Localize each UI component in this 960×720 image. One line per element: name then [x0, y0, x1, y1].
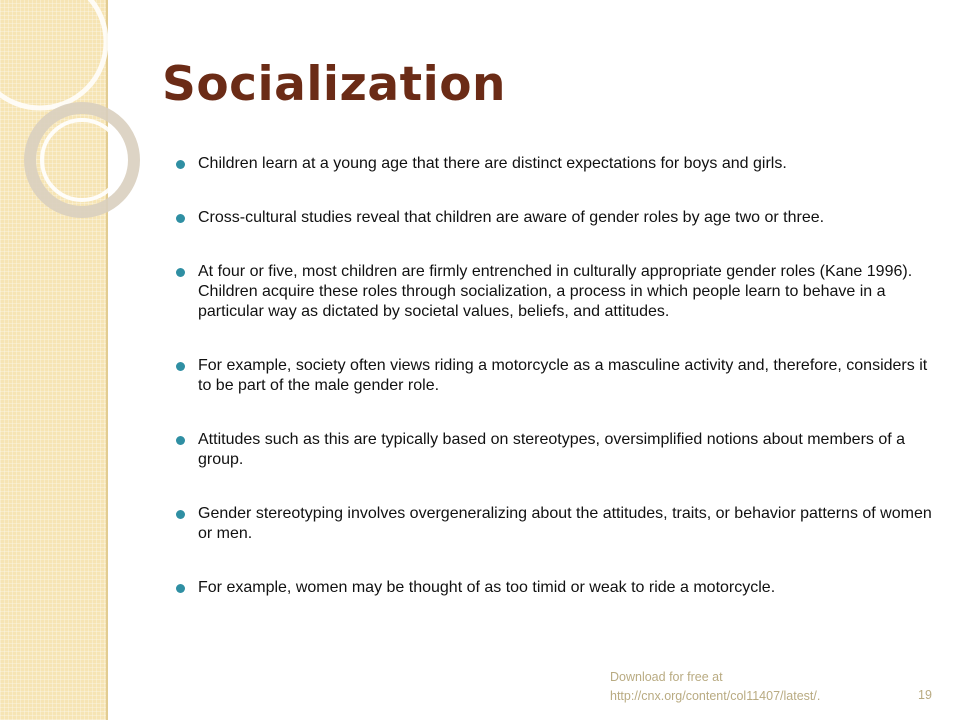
- bullet-item: [176, 504, 942, 544]
- bullet-item: [176, 154, 942, 174]
- bullet-item: [176, 262, 942, 322]
- bullet-item: [176, 208, 942, 228]
- bullet-dot-icon: [176, 268, 185, 277]
- bullet-dot-icon: [176, 584, 185, 593]
- bullet-text: Attitudes such as this are typically based on stereotypes, oversimplified notions about members of a group.: [198, 431, 906, 468]
- bullet-dot-icon: [176, 436, 185, 445]
- bullet-dot-icon: [176, 160, 185, 169]
- bullet-text: At four or five, most children are firmly entrenched in culturally appropriate gender roles (Kane 1996). Children acquire these roles through socialization, a process in which people learn to behave in a particular way as dictated by societal values, beliefs, and attitudes.: [198, 263, 913, 320]
- page-number: 19: [918, 688, 932, 702]
- bullet-item: [176, 356, 942, 396]
- bullet-text: Children learn at a young age that there are distinct expectations for boys and girls.: [198, 155, 787, 172]
- bullet-list: [176, 154, 942, 598]
- bullet-dot-icon: [176, 362, 185, 371]
- decorative-ring-large: [0, 0, 106, 108]
- bullet-text: For example, women may be thought of as too timid or weak to ride a motorcycle.: [198, 579, 776, 596]
- bullet-dot-icon: [176, 214, 185, 223]
- bullet-item: [176, 430, 942, 470]
- bullet-text: For example, society often views riding a motorcycle as a masculine activity and, therefore, considers it to be part of the male gender role.: [198, 357, 928, 394]
- decorative-ring-inner: [42, 120, 122, 200]
- bullet-text: Cross-cultural studies reveal that children are aware of gender roles by age two or three.: [198, 209, 825, 226]
- bullet-dot-icon: [176, 510, 185, 519]
- footer-source-note: Download for free at http://cnx.org/content/col11407/latest/.: [610, 670, 821, 703]
- bullet-text: Gender stereotyping involves overgeneralizing about the attitudes, traits, or behavior patterns of women or men.: [198, 505, 932, 542]
- decorative-ring-outer: [30, 108, 134, 212]
- bullet-item: [176, 578, 942, 598]
- slide-title: Socialization: [162, 57, 506, 112]
